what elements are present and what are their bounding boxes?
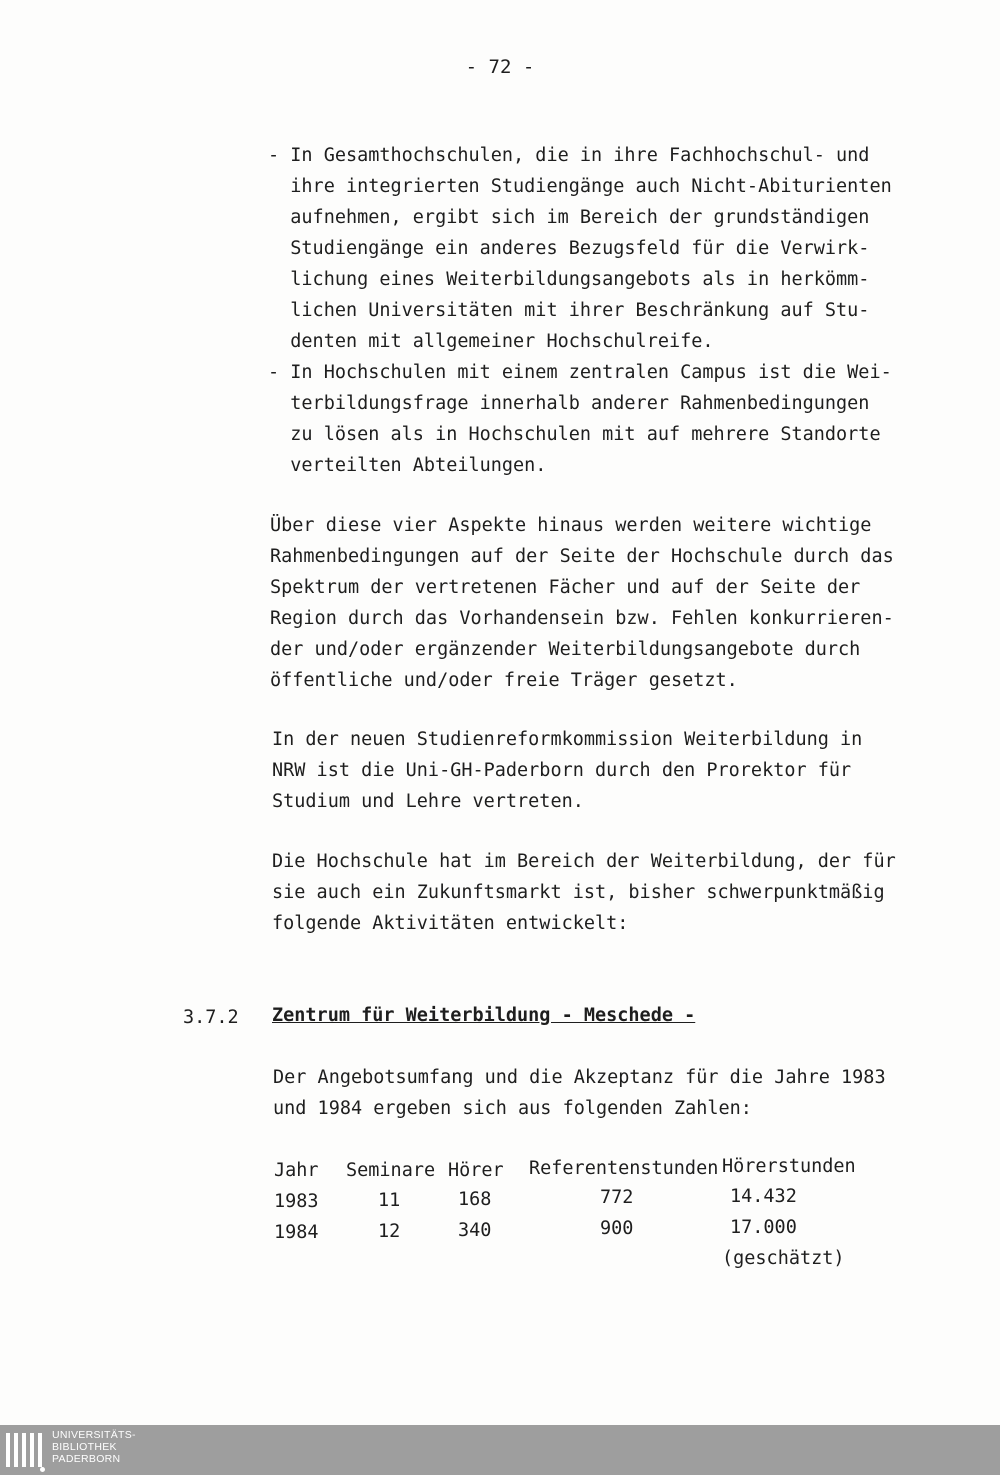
table-cell: 340 [458,1220,492,1241]
table-cell: 900 [600,1218,634,1239]
text-line: In der neuen Studienreformkommission Weiterbildung in [272,729,863,750]
table-cell: 1984 [274,1222,319,1243]
text-line: Über diese vier Aspekte hinaus werden weitere wichtige [270,515,872,536]
logo-line: UNIVERSITÄTS- [52,1429,136,1441]
text-line: - In Hochschulen mit einem zentralen Campus ist die Wei- [268,362,892,383]
text-line: der und/oder ergänzender Weiterbildungsangebote durch [270,639,861,660]
text-line: aufnehmen, ergibt sich im Bereich der grundständigen [268,207,870,228]
table-cell: 168 [458,1189,492,1210]
text-line: terbildungsfrage innerhalb anderer Rahmenbedingungen [268,393,870,414]
text-line: Der Angebotsumfang und die Akzeptanz für die Jahre 1983 [273,1067,886,1088]
text-line: Studium und Lehre vertreten. [272,791,584,812]
text-line: ihre integrierten Studiengänge auch Nicht-Abiturienten [268,176,892,197]
table-cell: 11 [378,1190,401,1211]
column-header: Seminare [346,1160,436,1181]
section-number: 3.7.2 [183,1007,239,1028]
column-header: Hörer [448,1160,504,1181]
text-line: öffentliche und/oder freie Träger gesetzt. [270,670,738,691]
text-line: zu lösen als in Hochschulen mit auf mehrere Standorte [268,424,881,445]
table-note: (geschätzt) [722,1248,845,1269]
table-cell: 12 [378,1221,401,1242]
text-line: Spektrum der vertretenen Fächer und auf der Seite der [270,577,861,598]
text-line: - In Gesamthochschulen, die in ihre Fachhochschul- und [268,145,870,166]
text-line: Die Hochschule hat im Bereich der Weiterbildung, der für [272,851,896,872]
text-line: lichung eines Weiterbildungsangebots als in herkömm- [268,269,870,290]
column-header: Referentenstunden [529,1158,719,1179]
text-line: Studiengänge ein anderes Bezugsfeld für die Verwirk- [268,238,870,259]
text-line: folgende Aktivitäten entwickelt: [272,913,629,934]
library-logo-text [52,1429,136,1465]
table-cell: 772 [600,1187,634,1208]
text-line: sie auch ein Zukunftsmarkt ist, bisher schwerpunktmäßig [272,882,885,903]
column-header: Hörerstunden [722,1156,856,1177]
text-line: Region durch das Vorhandensein bzw. Fehlen konkurrieren- [270,608,894,629]
page-number: - 72 - [465,56,535,78]
table-cell: 17.000 [730,1217,797,1238]
section-title: Zentrum für Weiterbildung - Meschede - [272,1005,696,1026]
text-line: und 1984 ergeben sich aus folgenden Zahlen: [273,1098,752,1119]
library-logo-icon [6,1433,42,1469]
column-header: Jahr [274,1160,319,1181]
text-line: NRW ist die Uni-GH-Paderborn durch den Prorektor für [272,760,852,781]
logo-dot-icon [40,1467,45,1472]
text-line: verteilten Abteilungen. [268,455,547,476]
text-line: denten mit allgemeiner Hochschulreife. [268,331,714,352]
logo-line: PADERBORN [52,1453,121,1465]
text-line: Rahmenbedingungen auf der Seite der Hochschule durch das [270,546,894,567]
table-cell: 14.432 [730,1186,797,1207]
text-line: lichen Universitäten mit ihrer Beschränkung auf Stu- [268,300,870,321]
logo-line: BIBLIOTHEK [52,1441,117,1453]
table-cell: 1983 [274,1191,319,1212]
library-footer [0,1425,1000,1475]
